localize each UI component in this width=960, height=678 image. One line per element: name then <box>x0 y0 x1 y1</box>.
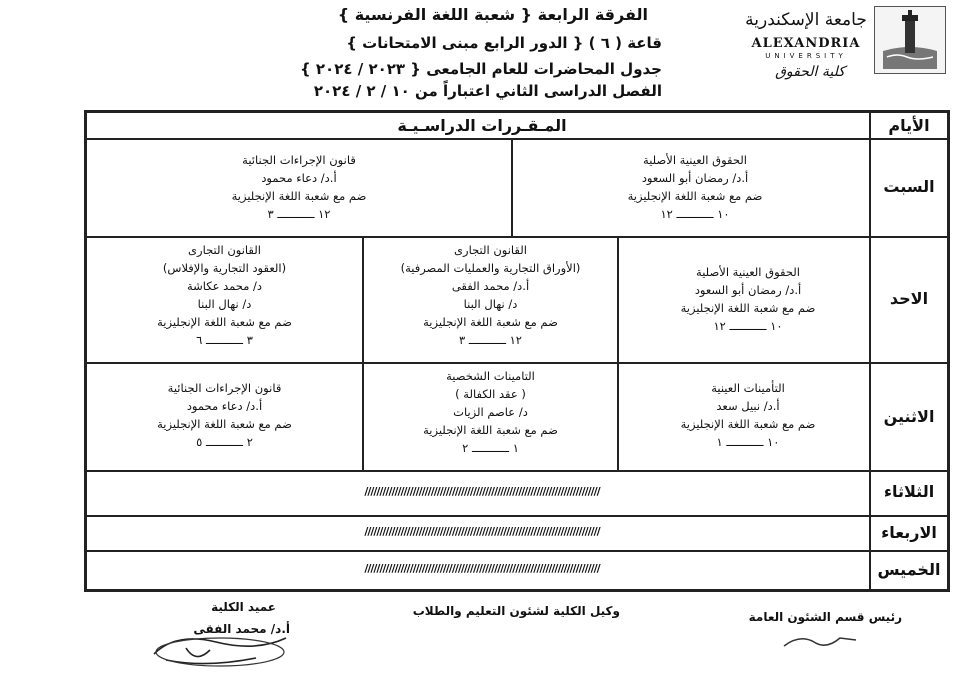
course-cell-saturday-2 <box>87 151 511 223</box>
merge-note: ضم مع شعبة اللغة الإنجليزية <box>680 301 816 315</box>
course-cell-sunday-2 <box>364 241 617 349</box>
lighthouse-emblem-icon <box>874 6 946 74</box>
faculty-name: كلية الحقوق <box>775 64 845 80</box>
course-cell-sunday-1 <box>619 263 877 335</box>
course-subtitle: (الأوراق التجارية والعمليات المصرفية) <box>400 261 581 275</box>
merge-note: ضم مع شعبة اللغة الإنجليزية <box>231 189 367 203</box>
merge-note: ضم مع شعبة اللغة الإنجليزية <box>680 417 816 431</box>
empty-day-marker: ////////////////////////////////////////////////////////////////////////////// <box>364 485 600 498</box>
merge-note: ضم مع شعبة اللغة الإنجليزية <box>423 423 558 437</box>
header-line-4: الفصل الدراسى الثاني اعتباراً من ١٠ / ٢ / ٢٠٢٤ <box>313 82 662 100</box>
instructor: أ.د/ دعاء محمود <box>261 171 337 185</box>
time-slot: ١٢ ـــــــــــ ٣ <box>459 333 522 347</box>
time-slot: ١ ـــــــــــ ٢ <box>462 441 519 455</box>
affairs-signature-icon <box>780 628 860 654</box>
day-wednesday: الاربعاء <box>881 523 937 542</box>
instructor: أ.د/ رمضان أبو السعود <box>641 171 749 185</box>
course-cell-sunday-3 <box>87 241 362 349</box>
time-slot: ١٠ ـــــــــــ ١ <box>716 435 780 449</box>
time-slot: ١٠ ـــــــــــ ١٢ <box>713 319 783 333</box>
time-slot: ٣ ـــــــــــ ٦ <box>196 333 253 347</box>
university-logo <box>744 6 952 86</box>
instructor-2: د/ نهال البنا <box>197 297 252 311</box>
day-sunday: الاحد <box>889 289 929 308</box>
day-thursday: الخميس <box>877 560 941 579</box>
course-title: القانون التجارى <box>454 243 527 257</box>
merge-note: ضم مع شعبة اللغة الإنجليزية <box>157 417 292 431</box>
schedule-table <box>84 110 950 592</box>
day-tuesday: الثلاثاء <box>883 482 935 501</box>
course-title: الحقوق العينية الأصلية <box>643 153 747 167</box>
empty-day-marker: ////////////////////////////////////////////////////////////////////////////// <box>364 562 600 575</box>
instructor: د/ محمد عكاشة <box>186 279 263 293</box>
time-slot: ١٠ ـــــــــــ ١٢ <box>660 207 730 221</box>
dean-title: عميد الكلية <box>211 600 276 614</box>
instructor: أ.د/ رمضان أبو السعود <box>694 283 802 297</box>
instructor-2: د/ نهال البنا <box>463 297 518 311</box>
header-line-1: الفرقة الرابعة { شعبة اللغة الفرنسية } <box>337 5 648 24</box>
course-subtitle: (العقود التجارية والإفلاس) <box>162 261 287 275</box>
merge-note: ضم مع شعبة اللغة الإنجليزية <box>157 315 292 329</box>
course-cell-saturday-1 <box>513 151 877 223</box>
merge-note: ضم مع شعبة اللغة الإنجليزية <box>423 315 558 329</box>
day-monday: الاثنين <box>883 407 935 426</box>
course-title: قانون الإجراءات الجنائية <box>242 153 356 167</box>
course-title: التأمينات العينية <box>711 381 785 395</box>
vice-dean-title: وكيل الكلية لشئون التعليم والطلاب <box>412 604 620 618</box>
public-affairs-head-title: رئيس قسم الشئون العامة <box>748 610 902 624</box>
course-subtitle: ( عقد الكفالة ) <box>455 387 526 401</box>
instructor: أ.د/ محمد الفقى <box>451 279 530 293</box>
instructor: د/ عاصم الزيات <box>453 405 528 419</box>
instructor: أ.د/ نبيل سعد <box>716 399 780 413</box>
course-title: التامينات الشخصية <box>446 369 535 383</box>
course-cell-monday-3 <box>87 379 362 451</box>
instructor: أ.د/ دعاء محمود <box>186 399 263 413</box>
university-english-sub: UNIVERSITY <box>765 52 847 60</box>
courses-header: المـقـررات الدراسـيـة <box>397 116 567 135</box>
empty-day-marker: ////////////////////////////////////////////////////////////////////////////// <box>364 525 600 538</box>
merge-note: ضم مع شعبة اللغة الإنجليزية <box>627 189 763 203</box>
course-title: قانون الإجراءات الجنائية <box>167 381 282 395</box>
header-line-3: جدول المحاضرات للعام الجامعى { ٢٠٢٣ / ٢٠٢٤ } <box>299 60 662 78</box>
course-title: الحقوق العينية الأصلية <box>696 265 800 279</box>
course-title: القانون التجارى <box>188 243 261 257</box>
time-slot: ١٢ ـــــــــــ ٣ <box>267 207 331 221</box>
university-arabic-name: جامعة الإسكندرية <box>745 10 867 30</box>
day-saturday: السبت <box>883 177 935 196</box>
dean-signature-icon <box>146 624 296 672</box>
time-slot: ٢ ـــــــــــ ٥ <box>196 435 253 449</box>
course-cell-monday-1 <box>619 379 877 451</box>
dean-name: أ.د/ محمد الفقى <box>193 622 290 636</box>
header-line-2: قاعة ( ٦ ) { الدور الرابع مبنى الامتحانات } <box>346 34 662 52</box>
days-header: الأيام <box>888 116 930 135</box>
university-english-name: ALEXANDRIA <box>751 36 861 51</box>
course-cell-monday-2 <box>364 367 617 457</box>
